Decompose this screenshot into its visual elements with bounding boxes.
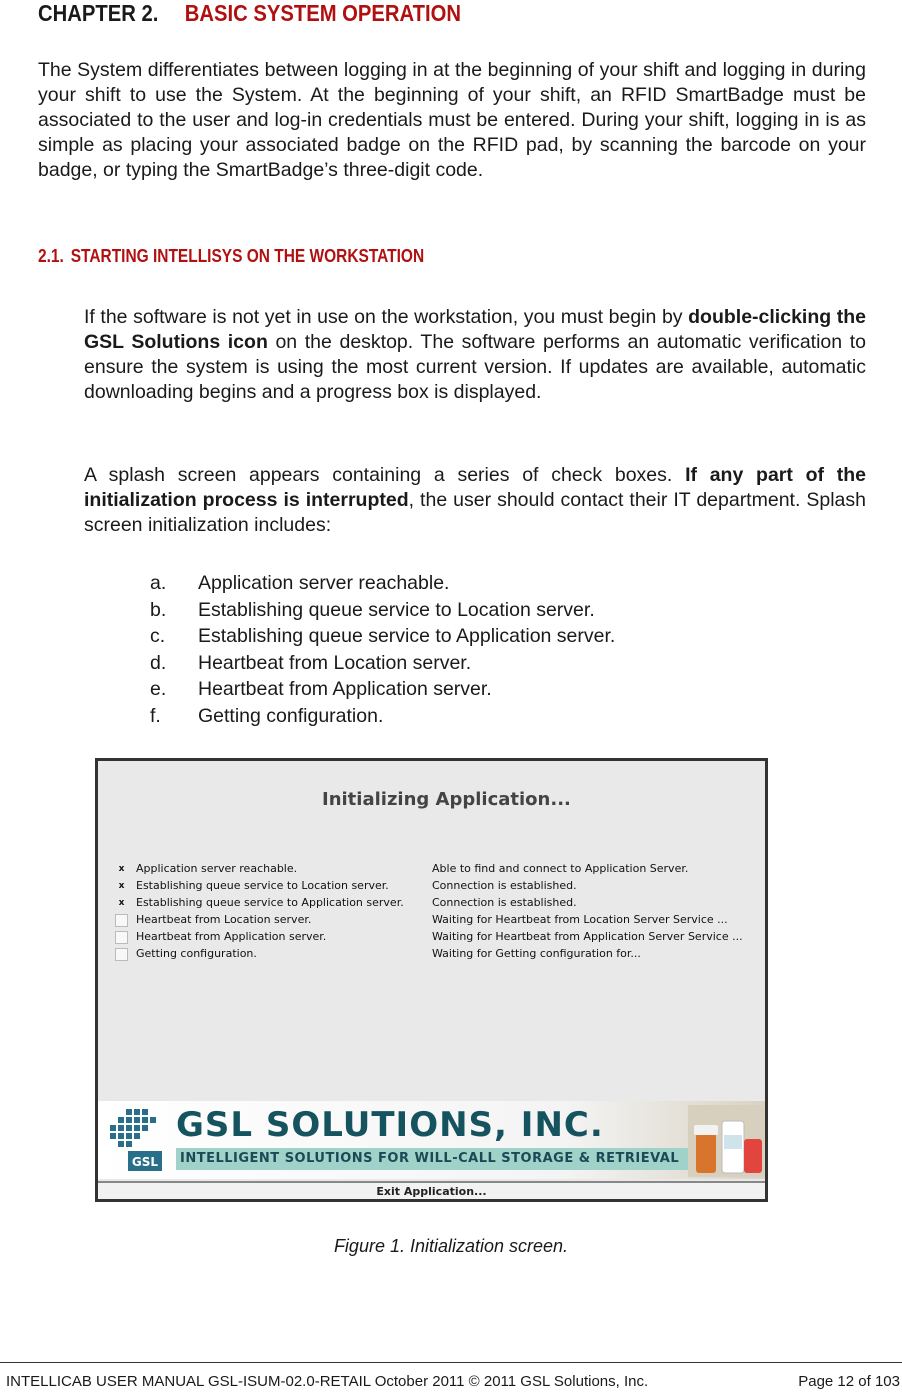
check-label: Heartbeat from Location server. — [136, 913, 312, 926]
text-run: on the desktop. The software performs an automatic verification to ensure the system is using the most current version. If updates are available, automatic downloading begins and a progress box is displayed. — [84, 331, 866, 403]
check-status: Connection is established. — [432, 896, 577, 909]
list-text: Establishing queue service to Application server. — [198, 625, 616, 647]
footer-divider — [0, 1362, 902, 1363]
footer-page-number: Page 12 of 103 — [798, 1373, 900, 1390]
emphasis-text: double-clicking the GSL Solutions icon — [84, 306, 866, 353]
checkbox[interactable]: x — [115, 897, 128, 910]
initialization-screen-figure — [95, 758, 768, 1202]
text-run: , the user should contact their IT department. Splash screen initialization includes: — [84, 489, 866, 536]
list-text: Getting configuration. — [198, 704, 384, 727]
check-label: Getting configuration. — [136, 947, 257, 960]
list-marker: b. — [150, 598, 167, 621]
text-run: A splash screen appears containing a series of check boxes. — [84, 464, 686, 486]
section-number: 2.1. — [38, 246, 64, 266]
checkbox[interactable] — [115, 948, 128, 961]
list-text: Heartbeat from Location server. — [198, 651, 472, 674]
startup-paragraph — [84, 305, 866, 405]
splash-title: Initializing Application... — [322, 789, 571, 810]
check-status: Waiting for Heartbeat from Location Server Service ... — [432, 913, 728, 926]
figure-caption: Figure 1. Initialization screen. — [333, 1236, 569, 1256]
list-item — [150, 597, 615, 624]
exit-application-button[interactable]: Exit Application... — [98, 1181, 765, 1201]
intro-paragraph: The System differentiates between logging in at the beginning of your shift and logging in during your shift to use the System. At the beginning of your shift, an RFID SmartBadge must be associated to the user and log-in credentials must be entered. During your shift, logging in is as simple as placing your associated badge on the RFID pad, by scanning the barcode on your badge, or typing the SmartBadge’s three-digit code. — [38, 59, 866, 181]
list-item — [150, 570, 615, 597]
checkbox[interactable] — [115, 931, 128, 944]
check-label: Application server reachable. — [136, 862, 298, 875]
pharmacy-bottles-icon — [688, 1105, 764, 1177]
list-marker: a. — [150, 572, 167, 594]
section-heading — [38, 246, 424, 267]
check-label: Heartbeat from Application server. — [136, 930, 327, 943]
check-status: Connection is established. — [432, 879, 577, 892]
list-item — [150, 650, 615, 677]
list-text: Heartbeat from Application server. — [198, 678, 492, 700]
text-run: If the software is not yet in use on the workstation, you must begin by — [84, 306, 689, 328]
list-item — [150, 623, 615, 650]
check-label: Establishing queue service to Location server. — [136, 879, 389, 892]
initialization-steps-list — [150, 570, 615, 729]
chapter-number: CHAPTER 2. — [38, 0, 159, 26]
list-marker: e. — [150, 678, 167, 700]
footer-document-info: INTELLICAB USER MANUAL GSL-ISUM-02.0-RETAIL October 2011 © 2011 GSL Solutions, Inc. — [6, 1373, 649, 1390]
list-text: Application server reachable. — [198, 572, 450, 594]
check-status: Waiting for Getting configuration for... — [432, 947, 641, 960]
chapter-title: BASIC SYSTEM OPERATION — [184, 0, 462, 26]
chapter-heading — [38, 0, 461, 27]
list-marker: d. — [150, 651, 167, 674]
gsl-logo-icon — [104, 1107, 164, 1173]
checkbox[interactable] — [115, 914, 128, 927]
check-status: Waiting for Heartbeat from Application Server Service ... — [432, 930, 743, 943]
list-text: Establishing queue service to Location server. — [198, 598, 595, 621]
emphasis-text: If any part of the initialization process is interrupted — [84, 464, 867, 511]
check-label: Establishing queue service to Application server. — [136, 896, 404, 909]
splash-paragraph — [84, 463, 866, 538]
brand-name: GSL SOLUTIONS, INC. — [176, 1105, 604, 1145]
list-marker: f. — [150, 704, 161, 727]
logo-text: GSL — [131, 1155, 159, 1169]
list-item — [150, 676, 615, 703]
brand-banner — [98, 1101, 765, 1179]
list-item — [150, 703, 615, 730]
brand-tagline: INTELLIGENT SOLUTIONS FOR WILL-CALL STORAGE & RETRIEVAL — [176, 1148, 700, 1170]
checkbox[interactable]: x — [115, 863, 128, 876]
section-title: STARTING INTELLISYS ON THE WORKSTATION — [70, 246, 425, 266]
check-status: Able to find and connect to Application Server. — [432, 862, 689, 875]
checkbox[interactable]: x — [115, 880, 128, 893]
list-marker: c. — [150, 625, 166, 647]
